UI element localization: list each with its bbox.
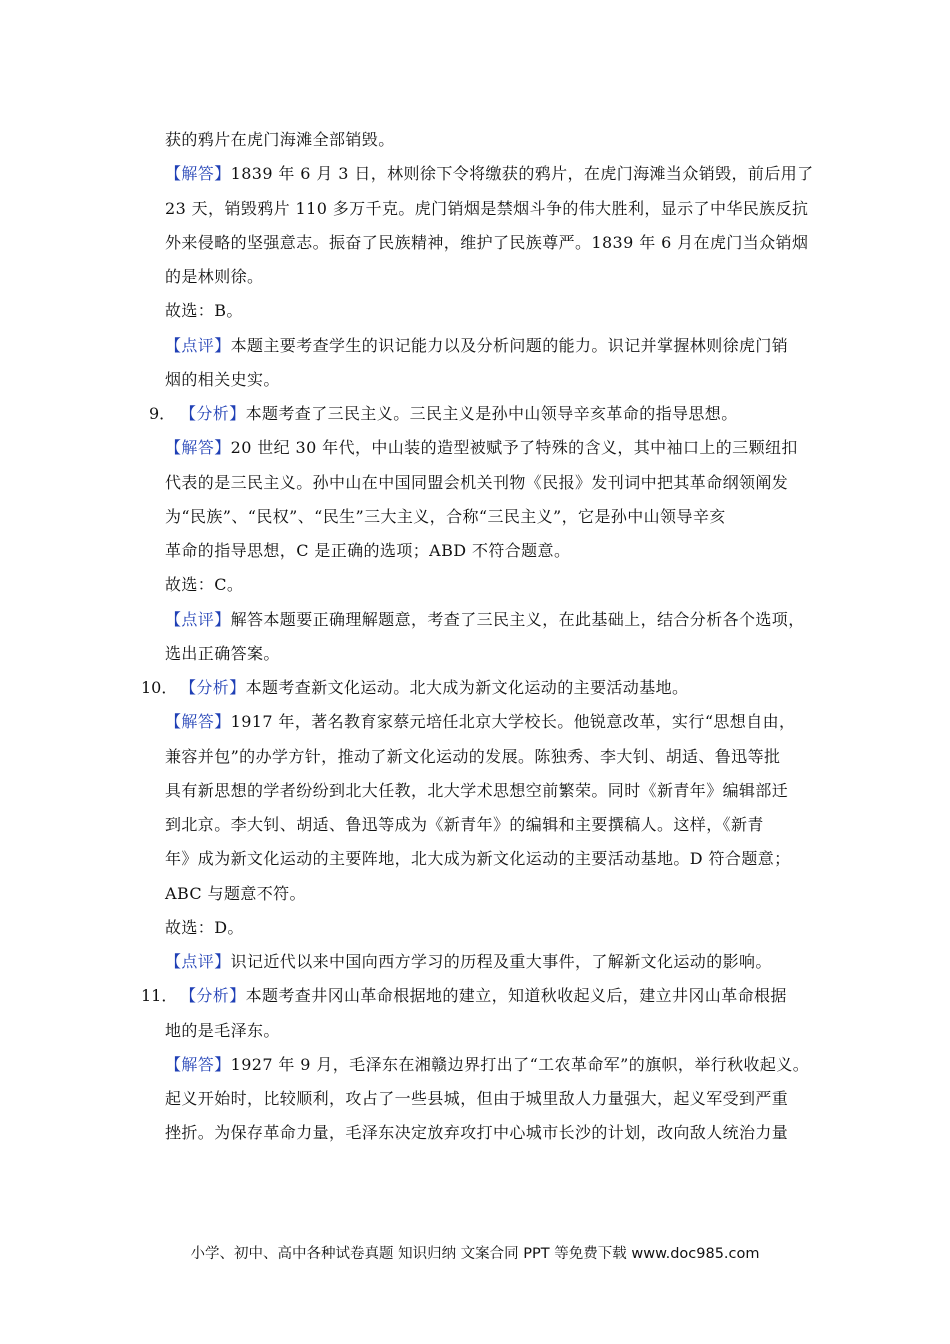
text-line bbox=[165, 1055, 809, 1075]
text-line bbox=[165, 952, 772, 972]
text-line bbox=[165, 541, 570, 561]
footer-text: 小学、初中、高中各种试卷真题 知识归纳 文案合同 PPT 等免费下载 www.doc985.com bbox=[190, 1246, 760, 1262]
line-text: 本题考查井冈山革命根据地的建立，知道秋收起义后，建立井冈山革命根据 bbox=[245, 986, 787, 1005]
text-line bbox=[165, 336, 788, 356]
text-line bbox=[165, 884, 306, 904]
line-text: 本题考查了三民主义。三民主义是孙中山领导辛亥革命的指导思想。 bbox=[245, 404, 738, 423]
text-line bbox=[165, 918, 244, 938]
text-line bbox=[165, 199, 808, 219]
text-line bbox=[165, 233, 808, 253]
line-text: 1917 年，著名教育家蔡元培任北京大学校长。他锐意改革，实行“思想自由， bbox=[230, 712, 796, 731]
line-text: 起义开始时，比较顺利，攻占了一些县城，但由于城里敌人力量强大，起义军受到严重 bbox=[165, 1089, 789, 1108]
text-line bbox=[165, 438, 798, 458]
text-line bbox=[165, 781, 788, 801]
text-line bbox=[165, 610, 805, 630]
section-tag: 【点评】 bbox=[165, 336, 231, 355]
section-tag: 【解答】 bbox=[165, 164, 231, 183]
text-line bbox=[165, 507, 726, 527]
text-line bbox=[180, 986, 787, 1006]
text-line bbox=[165, 575, 243, 595]
section-tag: 【分析】 bbox=[180, 986, 246, 1005]
text-line bbox=[165, 1123, 788, 1143]
line-text: 本题考查新文化运动。北大成为新文化运动的主要活动基地。 bbox=[245, 678, 689, 697]
line-text: 23 天，销毁鸦片 110 多万千克。虎门销烟是禁烟斗争的伟大胜利，显示了中华民族反抗 bbox=[165, 199, 809, 218]
text-line bbox=[165, 130, 395, 150]
question-number: 11． bbox=[141, 986, 178, 1005]
text-line bbox=[165, 815, 764, 835]
text-line bbox=[180, 678, 688, 698]
text-line bbox=[165, 712, 795, 732]
line-text: 解答本题要正确理解题意，考查了三民主义，在此基础上，结合分析各个选项， bbox=[230, 610, 805, 629]
line-text: 挫折。为保存革命力量，毛泽东决定放弃攻打中心城市长沙的计划，改向敌人统治力量 bbox=[165, 1123, 789, 1142]
section-tag: 【解答】 bbox=[165, 438, 231, 457]
text-line bbox=[165, 301, 243, 321]
line-text: 年》成为新文化运动的主要阵地，北大成为新文化运动的主要活动基地。D 符合题意； bbox=[165, 849, 791, 868]
line-text: 获的鸦片在虎门海滩全部销毁。 bbox=[165, 130, 395, 149]
line-text: 1927 年 9 月，毛泽东在湘赣边界打出了“工农革命军”的旗帜，举行秋收起义。 bbox=[230, 1055, 810, 1074]
text-line bbox=[165, 747, 780, 767]
line-text: 故选：D。 bbox=[165, 918, 244, 937]
text-line bbox=[165, 267, 263, 287]
section-tag: 【点评】 bbox=[165, 610, 231, 629]
question-number: 9． bbox=[149, 404, 176, 423]
section-tag: 【解答】 bbox=[165, 1055, 231, 1074]
text-line bbox=[165, 473, 788, 493]
text-line bbox=[165, 849, 791, 869]
text-line bbox=[165, 1089, 788, 1109]
text-line bbox=[165, 644, 280, 664]
line-text: 外来侵略的坚强意志。振奋了民族精神，维护了民族尊严。1839 年 6 月在虎门当众销烟 bbox=[165, 233, 809, 252]
line-text: 选出正确答案。 bbox=[165, 644, 280, 663]
line-text: 烟的相关史实。 bbox=[165, 370, 280, 389]
section-tag: 【分析】 bbox=[180, 404, 246, 423]
text-line bbox=[165, 370, 280, 390]
text-line bbox=[165, 164, 814, 184]
line-text: 1839 年 6 月 3 日，林则徐下令将缴获的鸦片，在虎门海滩当众销毁，前后用了 bbox=[230, 164, 814, 183]
line-text: 故选：C。 bbox=[165, 575, 244, 594]
line-text: 为“民族”、“民权”、“民生”三大主义，合称“三民主义”，它是孙中山领导辛亥 bbox=[165, 507, 726, 526]
line-text: 的是林则徐。 bbox=[165, 267, 264, 286]
line-text: 兼容并包”的办学方针，推动了新文化运动的发展。陈独秀、李大钊、胡适、鲁迅等批 bbox=[165, 747, 781, 766]
section-tag: 【解答】 bbox=[165, 712, 231, 731]
line-text: 到北京。李大钊、胡适、鲁迅等成为《新青年》的编辑和主要撰稿人。这样，《新青 bbox=[165, 815, 764, 834]
line-text: 20 世纪 30 年代，中山装的造型被赋予了特殊的含义，其中袖口上的三颗纽扣 bbox=[230, 438, 798, 457]
text-line bbox=[165, 1021, 280, 1041]
line-text: 具有新思想的学者纷纷到北大任教，北大学术思想空前繁荣。同时《新青年》编辑部迁 bbox=[165, 781, 789, 800]
line-text: 代表的是三民主义。孙中山在中国同盟会机关刊物《民报》发刊词中把其革命纲领阐发 bbox=[165, 473, 789, 492]
line-text: 革命的指导思想，C 是正确的选项；ABD 不符合题意。 bbox=[165, 541, 571, 560]
line-text: 故选：B。 bbox=[165, 301, 243, 320]
text-line bbox=[180, 404, 738, 424]
line-text: ABC 与题意不符。 bbox=[165, 884, 306, 903]
line-text: 识记近代以来中国向西方学习的历程及重大事件，了解新文化运动的影响。 bbox=[230, 952, 772, 971]
line-text: 地的是毛泽东。 bbox=[165, 1021, 280, 1040]
question-number: 10． bbox=[141, 678, 178, 697]
section-tag: 【分析】 bbox=[180, 678, 246, 697]
section-tag: 【点评】 bbox=[165, 952, 231, 971]
line-text: 本题主要考查学生的识记能力以及分析问题的能力。识记并掌握林则徐虎门销 bbox=[230, 336, 789, 355]
